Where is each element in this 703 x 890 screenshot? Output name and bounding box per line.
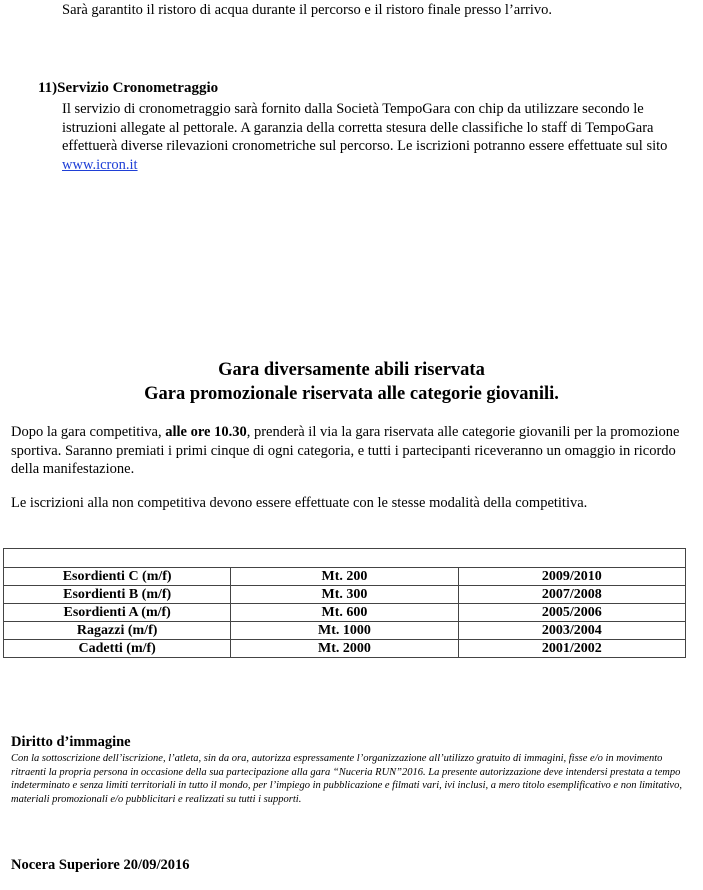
years-cell: 2005/2006 [458, 604, 685, 622]
section-heading [38, 80, 218, 97]
promo-paragraph [11, 423, 696, 479]
years-cell: 2007/2008 [458, 586, 685, 604]
distance-cell: Mt. 2000 [231, 640, 458, 658]
years-cell: 2001/2002 [458, 640, 685, 658]
category-name-cell: Cadetti (m/f) [4, 640, 231, 658]
years-cell: 2009/2010 [458, 568, 685, 586]
category-name-cell: Esordienti A (m/f) [4, 604, 231, 622]
category-name-cell: Esordienti C (m/f) [4, 568, 231, 586]
category-name-cell: Esordienti B (m/f) [4, 586, 231, 604]
title-line-2: Gara promozionale riservata alle categorie giovanili. [144, 384, 559, 404]
table-row [4, 604, 686, 622]
promo-text-before: Dopo la gara competitiva, [11, 424, 166, 440]
table-row [4, 622, 686, 640]
distance-cell: Mt. 300 [231, 586, 458, 604]
promo-time: alle ore 10.30 [165, 424, 247, 440]
distance-cell: Mt. 600 [231, 604, 458, 622]
years-cell: 2003/2004 [458, 622, 685, 640]
promo-text-after: , prenderà il via la gara riservata alle categorie giovanili per la promozione sportiva. Saranno premiati i primi cinque di ogni categoria, e tutti i partecipanti riceveranno un omaggio in ricordo della manifestazione. [11, 424, 680, 477]
distance-cell: Mt. 200 [231, 568, 458, 586]
section-body [62, 100, 694, 174]
section-body-text: Il servizio di cronometraggio sarà fornito dalla Società TempoGara con chip da utilizzare secondo le istruzioni allegate al pettorale. A garanzia della corretta stesura delle classifiche lo staff di TempoGara effettuerà diverse rilevazioni cronometriche sul percorso. Le iscrizioni potranno essere effettuate sul sito [62, 101, 668, 154]
registration-note: Le iscrizioni alla non competitiva devono essere effettuate con le stesse modalità della competitiva. [11, 495, 588, 511]
distance-cell: Mt. 1000 [231, 622, 458, 640]
section-title: Servizio Cronometraggio [57, 80, 219, 96]
category-name-cell: Ragazzi (m/f) [4, 622, 231, 640]
table-row [4, 640, 686, 658]
table-row [4, 586, 686, 604]
page-title [0, 358, 703, 406]
categories-table [3, 548, 686, 658]
place-date: Nocera Superiore 20/09/2016 [11, 857, 190, 873]
title-line-1: Gara diversamente abili riservata [218, 360, 485, 380]
table-row [4, 568, 686, 586]
icron-link[interactable]: www.icron.it [62, 156, 138, 173]
image-rights-heading: Diritto d’immagine [11, 734, 131, 750]
image-rights-text: Con la sottoscrizione dell’iscrizione, l’atleta, sin da ora, autorizza espressamente l’organizzazione all’utilizzo gratuito di immagini, fisse e/o in movimento ritraenti la propria persona in occasione della sua partecipazione alla gara “Nuceria RUN”2016. La presente autorizzazione deve intendersi prestata a tempo indeterminato e senza limiti territoriali in tutto il mondo, per l’impiego in pubblicazione e filmati vari, ivi inclusi, a mero titolo esemplificativo e non limitativo, materiali promozionali e/o pubblicitari e realizzati su tutti i supporti. [11, 753, 682, 805]
intro-paragraph: Sarà garantito il ristoro di acqua durante il percorso e il ristoro finale presso l’arrivo. [62, 2, 553, 18]
table-header-row [4, 549, 686, 568]
section-number: 11) [38, 80, 58, 96]
